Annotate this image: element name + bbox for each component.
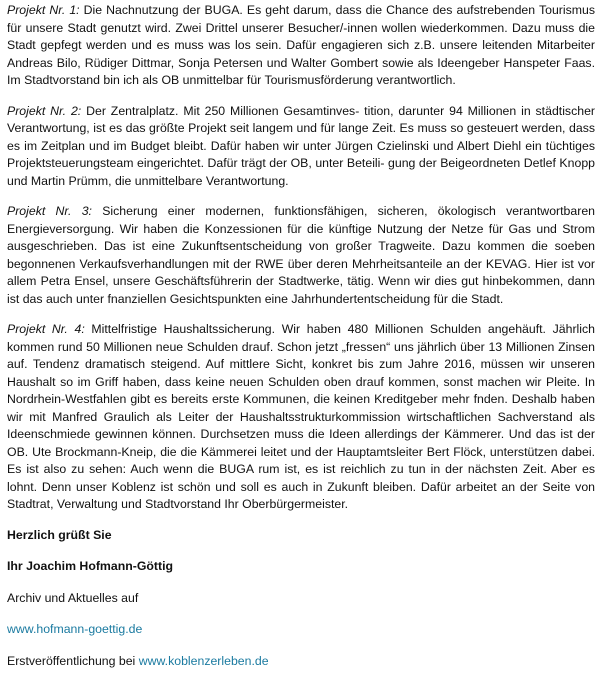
project-2-text: Der Zentralplatz. Mit 250 Millionen Gesamtinves- tition, darunter 94 Millionen in städtischer Verantwortung, ist es das größte Projekt seit langem und für lange Zeit. Es muss so gesteuert werden, dass es im Zeitplan und im Budget bleibt. Dafür haben wir unter Jürgen Czielinski und Albert Diehl ein tüchtiges Projektsteuerungsteam eingerichtet. Dafür trägt der OB, unter Beteili- gung der Beigeordneten Detlef Knopp und Martin Prümm, die unmittelbare Verantwortung.: [7, 103, 595, 188]
project-1-label: Projekt Nr. 1:: [7, 3, 80, 17]
project-4-text: Mittelfristige Haushaltssicherung. Wir haben 480 Millionen Schulden angehäuft. Jährlich kommen rund 50 Millionen neue Schulden drauf. Schon jetzt „fressen“ uns jährlich über 13 Millionen Zinsen auf. Tendenz dramatisch steigend. Auf mittlere Sicht, konkret bis zum Jahre 2016, müssen wir unseren Haushalt so im Griff haben, dass keine neuen Schulden oben drauf kommen, sonst machen wir Pleite. In Nordrhein-Westfahlen gibt es bereits erste Kommunen, die keinen Kreditgeber mehr fnden. Deshalb haben wir mit Manfred Graulich als Leiter der Haushaltsstrukturkommission wirtschaftlichen Sachverstand als Ideenschmiede gewinnen können. Durchsetzen muss die Ideen allerdings der Kämmerer. Und das ist der OB. Ute Brockmann-Kneip, die die Kämmerei leitet und der Hauptamtsleiter Bert Flöck, unterstützen dabei. Es ist also zu sehen: Auch wenn die BUGA rum ist, es ist reichlich zu tun in der nächsten Zeit. Aber es lohnt. Denn unser Koblenz ist schön und soll es auch in Zukunft bleiben. Dafür arbeitet an der Seite von Stadtrat, Verwaltung und Stadtvorstand Ihr Oberbürgermeister.: [7, 322, 595, 511]
project-3-paragraph: [7, 203, 595, 308]
project-2-paragraph: [7, 103, 595, 191]
project-4-paragraph: [7, 321, 595, 514]
closing-greeting: Herzlich grüßt Sie: [7, 527, 112, 542]
first-published-line: [7, 653, 595, 671]
project-2-label: Projekt Nr. 2:: [7, 103, 82, 118]
project-1-text: Die Nachnutzung der BUGA. Es geht darum, dass die Chance des aufstrebenden Tourismus für unsere Stadt genutzt wird. Zwei Drittel unserer Besucher/-innen wollen wiederkommen. Dazu muss die Stadt gepfegt werden und es muss was los sein. Dafür engagieren sich z.B. unsere leitenden Mitarbeiter Andreas Bilo, Rüdiger Dittmar, Sonja Petersen und Walter Gombert sowie als Ideengeber Hanspeter Faas. Im Stadtvorstand bin ich als OB unmittelbar für Tourismusförderung verantwortlich.: [7, 3, 595, 87]
archive-text: Archiv und Aktuelles auf: [7, 590, 139, 605]
first-published-text: Erstveröffentlichung bei: [7, 653, 139, 668]
project-1-paragraph: [7, 2, 595, 90]
project-3-text: Sicherung einer modernen, funktionsfähigen, sicheren, ökologisch verantwortbaren Energieversorgung. Wir haben die Konzessionen für die künftige Nutzung der Netze für Gas und Strom ausgeschrieben. Das ist eine Zukunftsentscheidung von großer Tragweite. Dazu kommen die soeben begonnenen Verkaufsverhandlungen mit der RWE über deren Mehrheitsanteile an der KEVAG. Hier ist vor allem Petra Ensel, unsere Geschäftsführerin der Stadtwerke, tätig. Wenn wir dies gut hinbekommen, dann ist das auch unter fnanziellen Gesichtspunkten eine Jahrhundertentscheidung für die Stadt.: [7, 204, 595, 306]
website-link-line: [7, 621, 595, 639]
website-link[interactable]: www.hofmann-goettig.de: [7, 622, 143, 636]
project-3-label: Projekt Nr. 3:: [7, 204, 92, 218]
koblenzerleben-link[interactable]: www.koblenzerleben.de: [138, 653, 269, 668]
project-4-label: Projekt Nr. 4:: [7, 322, 85, 336]
signature: Ihr Joachim Hofmann-Göttig: [7, 559, 174, 573]
